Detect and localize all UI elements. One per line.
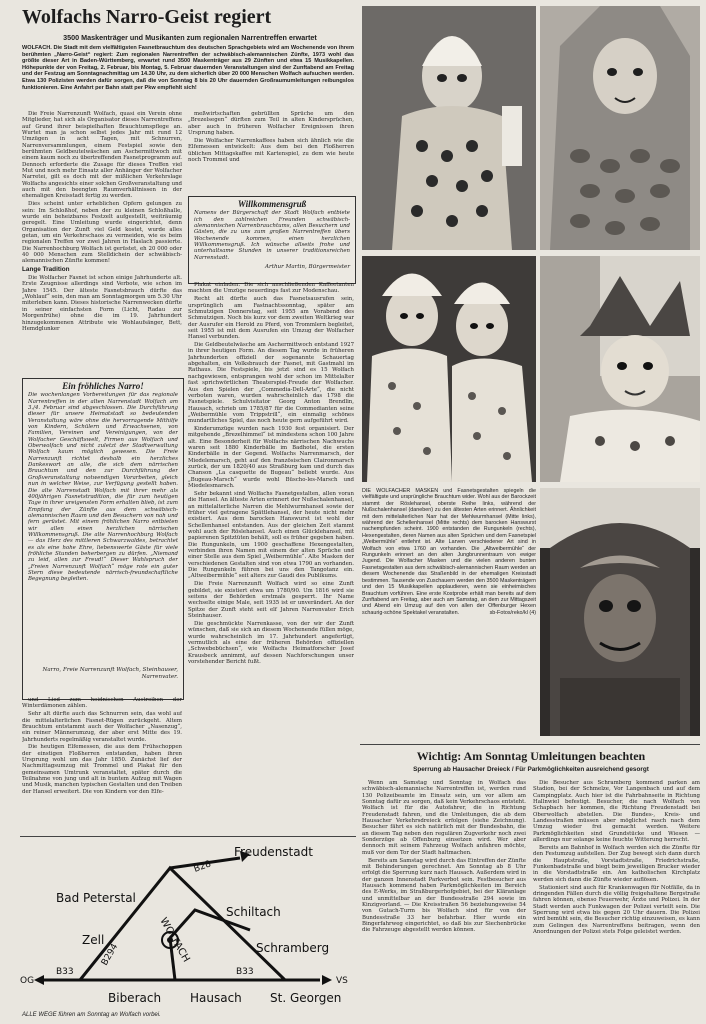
paragraph: Bereits am Samstag wird durch das Eintreffen der Zünfte mit Behinderungen gerechnet. Am Sonntag ab 8 Uhr erfolgt die Sperrung kurz nach Hausach. Außerdem wird in der ganzen Innenstadt Parkverbot sein. Festbesucher aus Hausach kommend haben Parkmöglichkeiten im Bereich des E-Werks, im Straßburgerhofgebiet, bei der Kläranlage und unmittelbar an der Bundesstraße 294 sowie im Kinzigvorland. — Die Kreisstraßen 56 beziehungsweise 54 von Gutach-Turm bis Wolfach sind für von der Bundesstraße 33 her befahrbar. Hier wurde ein Bingerfahrweg eingerichtet, so daß bis zur Siechenbrücke die Fahrzeuge abgestellt werden können. (362, 857, 526, 934)
arrow-left-icon (34, 975, 44, 985)
map-label-bad-peterstal: Bad Peterstal (56, 891, 136, 905)
mask-figure-illustration (540, 6, 700, 250)
mask-figure-illustration (540, 488, 700, 736)
arrow-right-icon (322, 975, 332, 985)
paragraph: Die Freie Narrenzunft Wolfach wird so eine Zunft gebildet, sie existiert etwa um 1780/90. Um 1816 wird sie seitens der Behörden erstmals gesperrt. Ihr Name wechselte einige Male, seit 1935 ist er unverändert. An der Spitze der Zunft steht seit elf Jahren Narrenvater Erich Steinhauser. (188, 581, 354, 620)
paragraph: Sehr alt dürfte auch das Schnurren sein, das wohl auf die mittelalterlichen Fasnet-Rügen zurückgeht. Altem Brauchtum entstammt auch der Wolfacher „Nasenzug“, ein reiner Männerumzug, der aber erst Mitte des 19. Jahrhunderts regelmäßig veranstaltet wurde. (22, 711, 182, 743)
paragraph: Stationiert sind auch für Krankenwagen für Notfälle, da in dringenden Fällen durch die völlig freigehaltene Bergstraße fahren können, ebenso Feuerwehr, Ärzte und Polizei. In der Stadt werden auch Funkwagen der Polizei verteilt sein. Die Sperrung wird etwa bis gegen 20 Uhr dauern. Die Polizei wird bemüht sein, die Besucher richtig einzuweisen, es kann zum Gelingen des Narrentreffens beitragen, wenn den Anordnungen der Polizei stets Folge geleistet werden. (533, 884, 700, 935)
detour-map (20, 840, 356, 1012)
detour-map-drawing (20, 840, 356, 1012)
map-caption: ALLE WEGE führen am Sonntag an Wolfach vorbei. (22, 1012, 161, 1018)
map-label-b294: B294 (99, 942, 121, 968)
paragraph: Bereits am Bahnhof in Wolfach werden sich die Zünfte für den Festumzug aufstellen. Der Zug bewegt sich dann durch die Hauptstraße, Vorstadtstraße, Friedrichstraße, Funkenbadstraße und biegt beim jeweiligen Brucker wieder in die Vorstadtstraße ein. Am katholischen Kirchplatz werden sich dann die Zünfte wieder auflösen. (533, 844, 700, 883)
paragraph: Kinderumzüge wurden nach 1930 fest organisiert. Der mitgehende „Brezelhimmel“ ist mindestens schon 100 Jahre alt. Eine Besonderheit für Wolfachs närrischen Nachwuchs waren seit 1880 Kinderbälle im Badhotel, die ersten Kinderbälle in der Gegend. Wolfachs Narrenmarsch, der Miedelemarsch, geht auf den französischen Claironmarsch zurück, der um 1820/40 aus Straßburg kam und durch das Chanson „La casquette de Bugeau“ beliebt wurde. Aus „Bugeau-Marsch“ wurde wohl Büscho-les-Marsch und Miedelesmarsch. (188, 426, 354, 490)
photo-mask-nussschalenhansel (540, 6, 700, 250)
lead-paragraph: WOLFACH. Die Stadt mit dem vielfältigsten Fasnetbrauchtum des deutschen Sprachgebiets wird am Wochenende von ihrem berühmten „Narro-Geist“ regiert: Zum regionalen Narrentreffen der schwäbisch-alemannischen Zünfte, 1973 wohl das größte dieser Art in Baden-Württemberg, erwartet rund 3500 Maskenträger aus 29 Zünften und etwa 15 Musikkapellen. Höhepunkte der von Freitag, 2. Februar, bis Montag, 5. Februar dauernden Veranstaltungen sind der Zunftabend am Freitag und der Festzug am Sonntagnachmittag um 14.30 Uhr, zu dem sicherlich über 20 000 Menschen Wolfach aufsuchen werden. Etwa 130 Polizisten werden dafür sorgen, daß die von Sonntag 8 bis 20 Uhr dauernden Großraumumleitungen reibungslos funktionieren. Eine Anfahrt per Bahn statt per Pkw empfiehlt sich! (22, 45, 354, 91)
map-label-b33-left: B33 (56, 967, 74, 977)
paragraph: Plakat einladen. Die sich anschließenden Kaffeetanten machten die Umzüge neuerdings fast zur Modenschau. (188, 282, 354, 295)
mask-figure-illustration (540, 256, 700, 482)
article2-column-2 (533, 780, 700, 1020)
photo-mask-rungunkeln (540, 488, 700, 736)
map-label-zell: Zell (82, 933, 105, 947)
photo-caption (362, 488, 536, 734)
headline: Wolfachs Narro-Geist regiert (22, 6, 272, 28)
section-title: Lange Tradition (22, 265, 70, 273)
map-label-schiltach: Schiltach (226, 905, 281, 919)
divider (360, 744, 700, 745)
map-label-wolfach: WOLFACH (157, 916, 192, 965)
paragraph: Recht alt dürfte auch das Fasnetsausrufen sein, ursprünglich am Fastnachtssonntag, später am Schmutzigen Donnerstag, seit 1955 am Vorabend des Schmutzigen. Noch bis kurz vor dem zweiten Weltkrieg war der Ausrufer ein Herold zu Pferd, von Trommlern begleitet, seit 1955 ist mit dem Ausrufen ein Umzug der Wolfacher Hansel verbunden. (188, 296, 354, 341)
map-label-b33-right: B33 (236, 967, 254, 977)
paragraph: Dies scheint unter erheblichen Opfern gelungen zu sein: Im Schloßhof, neben der zu kleinen Schloßhalle, wurde ein beheizbares Festzelt aufgestellt, weiträumig geregelt. Eine Umleitung wurde eingerichtet, denn Organisation der Zunft viel Geld kostet, wurde alles getan, um ein Verkehrschaos zu vermeiden, wie es beim regionalen Treffen vor zwei Jahren in Haslach passierte. Die Narrenhochburg Wolfach ist gerüstet, eh 20 000 oder 40 000 Menschen zum Stelldichein der schwäbisch-alemannischen Zünfte kommen! (22, 201, 182, 265)
box-signature: Narro, Freie Narrenzunft Wolfach, Steinhauser, Narrenvater. (42, 667, 178, 680)
map-label-biberach: Biberach (108, 991, 162, 1005)
column-2-bottom (188, 282, 354, 822)
subheadline: 3500 Maskenträger und Musikanten zum regionalen Narrentreffen erwartet (63, 33, 317, 42)
column-2-top (188, 111, 354, 195)
paragraph: Die heutigen Elfemessen, die aus dem Frühschoppen der einstigen Floßherren entstanden, haben ihren Ursprung wohl um das Jahr 1850. Zunächst lief der Nachmittagsumzug mit Trommel und Plakat für den gemeinsamen Umtrunk veranstaltet, später durch die Teilnahme von jung und alt in buntem Aufzug mit Wagen und Musik, manchen typischen Gestalten und den Treiben der Hansel erweitert. Die von Kindern vor den Elfe- (22, 744, 182, 795)
map-label-schramberg: Schramberg (256, 941, 330, 955)
greeting-box-narro (22, 378, 184, 700)
paragraph: Sehr bekannt sind Wolfachs Fasnetgestalten, allen voran die Hansel. An älteste Arten erinnert der Nußschalenhansel, an mittelalterliche Narren die Mehlwurmhansel sowie der früher viel getragene Spättlehansel, der heute nicht mehr existiert. Aus dem barocken Hanswurst ist wohl der Schellenhansel entstanden. Aus der gleichen Zeit stammt wohl auch der Röslehansel. Auch einen Glücklehansel, mit papierenen Spitztüten behält, soll es früher gegeben haben. Die Rungunkeln, um 1900 geschaffene Hexengestalten, verbinden ihren Namen mit einem der alten Sprüche und einer Stelle aus dem Spiel „Weibermühle“. Alte Masken der verschiedenen Gestalten sind von etwa 1790 an vorhanden. Die Rungunkeln führen bei uns den Tangotanz ein. „Altweibermühle“ seit alters zur Gaudi des Publikums. (188, 491, 354, 580)
column-1-top (22, 111, 182, 378)
mask-figure-illustration (362, 6, 536, 250)
box-text: Die wochenlangen Vorbereitungen für das regionale Narrentreffen in der alten Narrenstadt Wolfach am 3./4. Februar sind abgeschlossen. Die Durchführung dieser für unsere Heimatstadt so bedeutenden Veranstaltung wäre ohne die hervorragende Mithilfe von Kindern, Schülern und Erwachsenen, von Familien, Vereinen und Vereinigungen, von der Wolfacher Geschäftswelt, Firmen aus Wolfach und Oberwolfach und nicht zuletzt der Stadtverwaltung Wolfach kaum möglich gewesen. Die Freie Narrenzunft richtet deshalb ein herzliches Dankeswort an alle, die sich dem närrischen Brauchtum und den zur Durchführung der Großveranstaltung notwendigen Vorarbeiten, gleich nun in welcher Weise, zur Verfügung gestellt haben. Die alte Narrenstadt Wolfach mit ihrer mehr als 400jährigen Fasnetstradition, die für zum heutigen Tage in ihrer ureigensten Form erhalten blieb, ist zum Empfang der Zünfte aus dem schwäbisch-alemannischen Raum und den Besuchern von nah und fern gerüstet. Mit einem fröhlichen Narro entbieten wir allen einen herzlichen närrischen Willkommensgruß. Die alte Narrenhochburg Wolfach — das Herz des mittleren Schwarzwaldes, betrachtet es als eine hohe Ehre, liebenswerte Gäste für viele fröhliche Stunden beherbergen zu dürfen. „Niemand zu leid, allen zur Freud!“ Dieser Wahlspruch der „Freien Narrenzunft Wolfach“ möge rote ein guter Stern diese bedeutende närrisch-freundschaftliche Begegnung begleiten. (28, 392, 178, 583)
paragraph: Die Geldbeutelwäsche am Aschermittwoch entstand 1927 in ihrer heutigen Form. An diesem Tag wurde in früheren Jahrhunderten offiziell der sogenannte Schauertag abgehalten, ein Volksbrauch der Fasnet, mit Gastmahl im Rathaus. Die Festspiele, bis jetzt sind es 15 Wolfach nachgewiesen, entsprangen wohl der schon im Mittelalter fast sprichwörtlichen Theaterspiel-Freude der Wolfacher. Aus den Spielen der „Commedia-Dell-Arte“, die nicht verboten waren, wurden wahrscheinlich das 1798 die Fasnetspiele. Schulvisitator Georg Anton Brendlin, Hausach, schrieb um 1785/87 für die Commedianten seine „Weibermühle vom Trippstrill“, ein einmalig schönes mundartliches Spiel, das noch heute gern aufgeführt wird. (188, 342, 354, 425)
photo-mask-schellenhansel (540, 256, 700, 482)
mask-figure-illustration (362, 256, 536, 482)
article2-column-1 (362, 780, 526, 1020)
map-label-og: OG (20, 976, 35, 986)
photo-mask-roeslehansel (362, 6, 536, 250)
paragraph: Die geschmückte Narrenkasse, von der wir der Zunft wünschen, daß sie sich an diesem Wochenende füllen möge, wurde wahrscheinlich im 17. Jahrhundert angefertigt, vermutlich als eine der früheren Behörden offiziellen „Schwebebüchsen“, wie Wolfachs Heimatforscher Josef Krausbeck annimmt, auf dessen Nachforschungen unser vorstehender Bericht fußt. (188, 620, 354, 665)
map-label-freudenstadt: Freudenstadt (234, 845, 313, 859)
article2-headline: Wichtig: Am Sonntag Umleitungen beachten (416, 749, 646, 763)
photo-credit: sb-Fotos/reko/kl (4) (489, 609, 536, 616)
box-title: Willkommensgruß (237, 199, 307, 209)
paragraph: und Lied zum heidnischen Austreiben der Winterdämonen zählen. (22, 697, 182, 710)
paragraph: Die Wolfacher Narrenkaffees haben sich ähnlich wie die Elfemessen entwickelt: Aus dem bei den Floßherren üblichen Mittagskaffee mit Kartenspiel, zu dem wie heute noch Trommel und (188, 137, 354, 163)
box-signature: Arthur Martin, Bürgermeister (264, 264, 350, 271)
map-label-vs: VS (336, 976, 348, 986)
paragraph: Die Besucher aus Schramberg kommend parken am Stadion, bei der Schmelze, Vor Langenbach und auf dem Campingplatz. Auch hier ist die Fahrbahnseite in Richtung Hallnwiel befestigt. Besucher, die nach Wolfach von Schapbach her kommen, die Richtung Freudenstadt bei Oberwolfach abstellen. Die Bundes-, Kreis- und Landesstraßen müssen aber möglichst rasch nach dem Umzug wieder frei gemacht werden. Weitere Parkmöglichkeiten sind Grundstücke und Wiesen — allerdings nur solange keine feuchte Witterung herrscht. (533, 780, 700, 844)
paragraph: meßwirtschaften gebrüllten Sprüche um den „Brezelsegen“ dürften zum Teil in alten Kindersprüchen, aber auch in früheren Wolfacher Ereignissen ihren Ursprung haben. (188, 111, 354, 137)
box-title: Ein fröhliches Narro! (62, 381, 144, 391)
paragraph: Wenn am Samstag und Sonntag in Wolfach das schwäbisch-alemannische Narrentreffen ist, werden rund 130 Polizeibeamte im Einsatz sein, um vor allem am Sonntag dafür zu sorgen, daß kein Verkehrschaos entsteht. Wolfach ist für die Autofahrer, die in Richtung Freudenstadt fahren, und die Umleitungen, die ab dem Hausacher Verkehrsdreieck erfolgen (siehe Zeichnung). Besucher fährt es sich natürlich mit der Bundesbahn, die an diesem Tag neben den regulären Zugverkehr noch zwei Sonderzüge ab Offenburg einsetzen wird. Wer aber dennoch mit seinem Fahrzeug Wolfach anfahren möchte, muß vor dem Tor der Stadt haltmachen. (362, 780, 526, 856)
photo-mask-mehlwurmhansel (362, 256, 536, 482)
caption-text: DIE WOLFACHER MASKEN und Fasnetsgestalten spiegeln die vielfältigste und ursprüngliche Brauchtum wider. Wohl aus der Barockzeit stammt der Röslehansel, oberste Reihe links, während der Nußschalenhansel (daneben) zu den ältesten Arten erinnert. Ähnlichkeit mit dem mittelalterlichen Narr hat der Mehlwurmhansel (Mitte links), während der Schellenhansel (Mitte rechts) dem barocken Hanswurst nachempfunden scheint. 1900 entstanden die Rungunkeln (rechts), Hexengestalten, deren Namen aus alten Sprüchen und dem Fasnetspiel „Weibermühle“ entlehnt ist. Alte Larven verschiedener Art sind in Wolfach von etwa 1760 an vorhanden. Die „Altweibermühle“ der Rungunkeln erinnert an den alten Jungbrunnentraum von ewiger Jugend. Die Wolfacher Masken und die vielen anderen bunten Fasnetsgestalten aus dem schwäbisch-alemannischen Raum werden an diesem Wochenende das Straßenbild in der ehemaligen Kreisstadt bestimmen. Tausende von Zuschauern werden den 3500 Maskenträgern und den 15 Musikkapellen applaudieren, wenn sie einheimisches Brauchtum vorführen. Eine erste Kostprobe erhält man bereits auf dem Zunftabend am Freitag, aber auch am Samstag, an dem zur Mittagszeit und Abend ein Umzug auf den von allen der Offenburger Hexen schaurig-schöne Spektakel veranstalten. (362, 488, 536, 616)
divider (20, 836, 356, 837)
paragraph: Die Wolfacher Fasnet ist schon einige Jahrhunderte alt. Erste Zeugnisse allerdings sind Verbote, wie schon im Jahre 1545. Der älteste Fasnetsbrauch dürfte das „Wohlauf“ sein, den man am Sonntagmorgen um 5.30 Uhr miterleben kann. Dieses historische Narrenwecken dürfte in seiner einfachsten Form (Licht, Radau zur Morgenfrühe) ohne die im 19. Jahrhundert hinzugekommenen Attribute wie Wohlaufsänger, Bett, Hemdglunker (22, 275, 182, 332)
map-label-st-georgen: St. Georgen (270, 991, 342, 1005)
map-label-b28: B28 (192, 859, 213, 875)
article2-subheadline: Sperrung ab Hausacher Dreieck / Für Parkmöglichkeiten ausreichend gesorgt (413, 766, 649, 773)
box-text: Namens der Bürgerschaft der Stadt Wolfach entbiete ich den zahlreichen Freunden schwäbisch-alemannischen Narrenbrauchtums, allen Besuchern und Gästen, die zu uns zum großen Narrentreffen übers Wochenende kommen, einen herzlichen Willkommensgruß. Ich wünsche allseits frohe und unterhaltsame Stunden in unserer traditionsreichen Narrenstadt. (194, 210, 350, 261)
paragraph: Die Freie Narrenzunft Wolfach, quasi ein Verein ohne Mitglieder, hat sich als Organisator dieses Narrentreffens auf Grund ihrer beispielhaften Brauchtumspflege an. Wurtet man ja schon selbst jedes Jahr mit rund 12 Umzügen in acht Tagen, mit Schnurren, Narrenversammlungen, einem Festspiel sowie den berühmten Geldbeutelwäschen am Aschermittwoch mit einem kaum noch zu übertreffenden Fasnetprogramm auf. Dennoch erforderte die Zusage für dieses Treffen viel Mut und noch mehr Einsatz aller Anhänger der Wolfacher Narretei, gilt es doch mit der mißlichen Verkehrslage Wolfachs angesichts einer solchen Großveranstaltung und auch mit den beengten Raumverhältnissen in der ehemaligen Kreisstadt fertig zu werden. (22, 111, 182, 200)
column-1-bottom (22, 697, 182, 829)
greeting-box-mayor (188, 196, 356, 284)
map-label-hausach: Hausach (190, 991, 242, 1005)
